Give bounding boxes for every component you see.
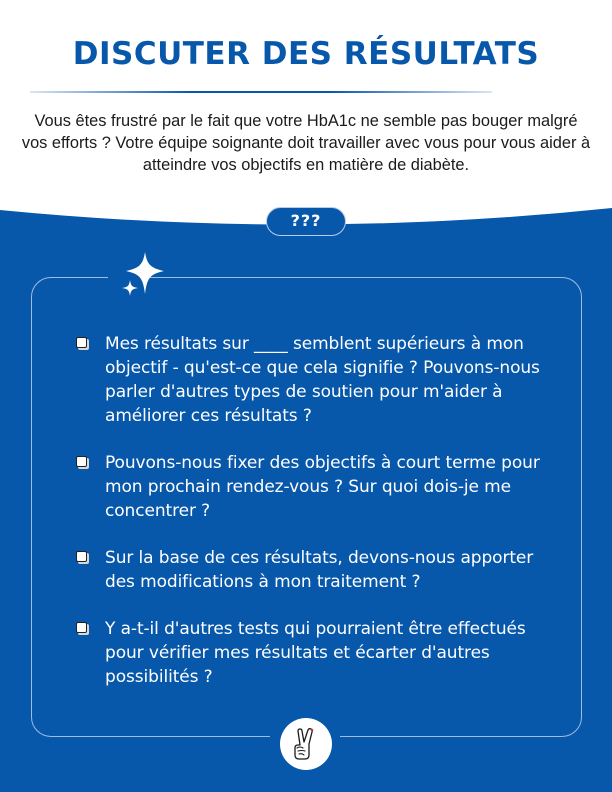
title-divider xyxy=(30,91,492,93)
question-text: Sur la base de ces résultats, devons-nous apporter des modifications à mon traitement ? xyxy=(105,548,534,592)
question-marks-pill: ??? xyxy=(266,207,346,236)
question-list xyxy=(76,332,556,712)
question-text: Pouvons-nous fixer des objectifs à court terme pour mon prochain rendez-vous ? Sur quoi dois-je me concentrer ? xyxy=(105,453,540,521)
checkbox-icon[interactable] xyxy=(76,337,87,348)
checkbox-icon[interactable] xyxy=(76,622,87,633)
peace-hand-icon xyxy=(291,727,321,761)
question-item xyxy=(76,451,556,523)
checkbox-icon[interactable] xyxy=(76,551,87,562)
question-text: Y a-t-il d'autres tests qui pourraient être effectués pour vérifier mes résultats et écarter d'autres possibilités ? xyxy=(105,619,526,687)
question-item xyxy=(76,546,556,594)
question-item xyxy=(76,617,556,689)
peace-hand-badge xyxy=(280,718,332,770)
page-title: DISCUTER DES RÉSULTATS xyxy=(72,36,540,72)
sparkle-icon xyxy=(118,250,172,300)
checkbox-icon[interactable] xyxy=(76,456,87,467)
question-item xyxy=(76,332,556,428)
question-text: Mes résultats sur ____ semblent supérieurs à mon objectif - qu'est-ce que cela signifie ? Pouvons-nous parler d'autres types de soutien pour m'aider à améliorer ces résultats ? xyxy=(105,334,540,426)
intro-paragraph: Vous êtes frustré par le fait que votre HbA1c ne semble pas bouger malgré vos efforts ? Votre équipe soignante doit travailler avec vous pour vous aider à atteindre vos objectifs en matière de diabète. xyxy=(21,112,591,174)
